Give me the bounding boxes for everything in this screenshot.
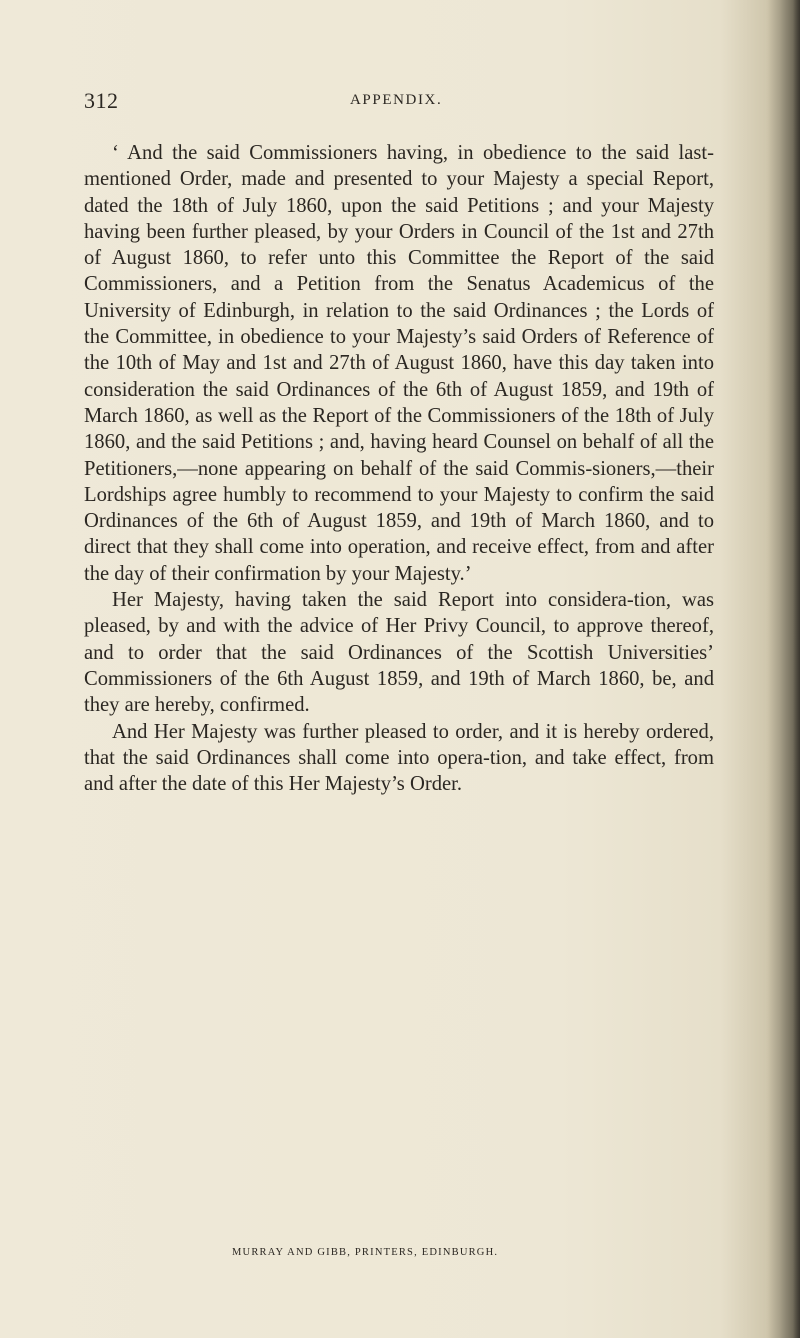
paragraph-committee-report: ‘ And the said Commissioners having, in obedience to the said last-mentioned Order, made and presented to your Majesty a special Report, dated the 18th of July 1860, upon the said Petitions ; and your Majesty having been further pleased, by your Orders in Council of the 1st and 27th of August 1860, to refer unto this Committee the Report of the said Commissioners, and a Petition from the Senatus Academicus of the University of Edinburgh, in relation to the said Ordinances ; the Lords of the Committee, in obedience to your Majesty’s said Orders of Reference of the 10th of May and 1st and 27th of August 1860, have this day taken into consideration the said Ordinances of the 6th of August 1859, and 19th of March 1860, as well as the Report of the Commissioners of the 18th of July 1860, and the said Petitions ; and, having heard Counsel on behalf of all the Petitioners,—none appearing on behalf of the said Commis-sioners,—their Lordships agree humbly to recommend to your Majesty to confirm the said Ordinances of the 6th of August 1859, and 19th of March 1860, and to direct that they shall come into operation, and receive effect, from and after the day of their confirmation by your Majesty.’: [84, 142, 714, 585]
page-edge-shadow: [766, 0, 800, 1338]
running-head: APPENDIX.: [350, 92, 443, 108]
page-number: 312: [84, 88, 119, 113]
body-text: [84, 140, 714, 797]
printer-imprint: MURRAY AND GIBB, PRINTERS, EDINBURGH.: [232, 1247, 499, 1258]
paragraph-confirmation: Her Majesty, having taken the said Report into considera-tion, was pleased, by and with the advice of Her Privy Council, to approve thereof, and to order that the said Ordinances of the Scottish Universities’ Commissioners of the 6th August 1859, and 19th of March 1860, be, and they are hereby, confirmed.: [84, 589, 714, 717]
paragraph-order: And Her Majesty was further pleased to order, and it is hereby ordered, that the said Ordinances shall come into opera-tion, and take effect, from and after the date of this Her Majesty’s Order.: [84, 720, 714, 796]
page-header: [84, 88, 714, 122]
